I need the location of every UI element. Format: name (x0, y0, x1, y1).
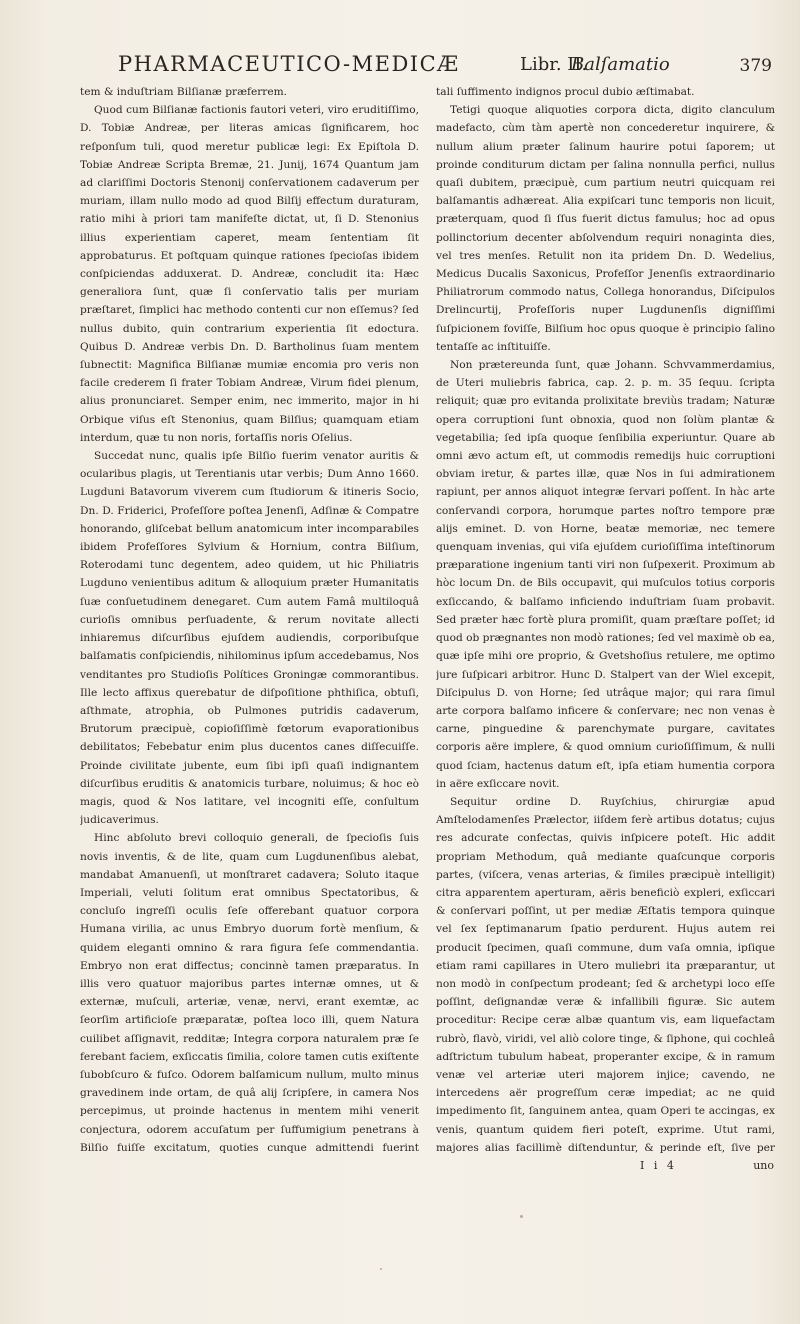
book-number: Libr. II. (520, 54, 588, 75)
page-number: 379 (739, 56, 772, 76)
paper-speck (520, 1215, 523, 1218)
section-title: Balſamatio (571, 54, 670, 75)
paragraph: Quod cum Bilſianæ factionis fautori veteri, viro eruditiſſimo, D. Tobiæ Andreæ, per literas amicas ſignificarem, hoc reſponſum tuli, quod meretur publicæ legi: Ex Epiſtola D. Tobiæ Andreæ Scripta Bremæ, 21. Junij, 1674 Quantum jam ad clariſſimi Doctoris Stenonij conſervationem cadaverum per muriam, illam nullo modo ad quod Bilſij effectum duraturam, ratio mihi à priori tam manifeſte dictat, ut, ſi D. Stenonius illius experientiam caperet, meam ſententiam ſit approbaturus. Et poſtquam quinque rationes ſpecioſas ibidem conſpiciendas adduxerat. D. Andreæ, concludit ita: Hæc generaliora ſunt, quæ ſi conſervatio talis per muriam præſtaret, ſimplici hac methodo contenti cur non eſſemus? ſed nullus dubito, quin contrarium experientia ſit edoctura. Quibus D. Andreæ verbis Dn. D. Bartholinus ſuam mentem ſubnectit: Magnifica Bilſianæ mumiæ encomia pro veris non facile crederem ſi frater Tobiam Andreæ, Virum fidei plenum, alius pronunciaret. Semper enim, nec immerito, major in hi Orbique viſus eſt Stenonius, quam Bilſius; quamquam etiam interdum, quæ tu non noris, fortaſſis noris Oſelius. (80, 104, 419, 444)
catchword: uno (753, 1159, 774, 1172)
paragraph: tali ſuffimento indignos procul dubio æſtimabat. (436, 86, 695, 98)
paragraph: tem & induſtriam Bilſianæ præferrem. (80, 86, 288, 98)
paragraph: Non prætereunda ſunt, quæ Johann. Schvvammerdamius, de Uteri muliebris fabrica, cap. 2. p. m. 35 ſequu. ſcripta reliquit; quæ pro evitanda prolixitate breviùs tradam; Naturæ opera corruptioni ſunt obnoxia, quod non ſolùm plantæ & vegetabilia; ſed ipſa quoque ſenſibilia experiuntur. Quare ab omni ævo actum eſt, ut commodis remedijs huic corruptioni obviam iretur, & partes illæ, quæ Nos in ſui admirationem rapiunt, per annos aliquot integræ ſervari poſſent. In hàc arte conſervandi corpora, horumque partes noſtro tempore præ alijs eminet. D. von Horne, beatæ memoriæ, nec temere quenquam invenias, qui viſa ejuſdem curioſiſſima inteſtinorum præparatione ingenium tanti viri non ſuſpexerit. Proximum ab hòc locum Dn. de Bils occupavit, qui muſculos totius corporis exſiccando, & balſamo inficiendo induſtriam ſuam probavit. Sed præter hæc fortè plura promiſit, quam præſtare poſſet; id quod ob prægnantes non modò rationes; ſed vel maximè ob ea, quæ ipſe mihi ore proprio, & Gvetshoſius retulere, me optimo jure ſuſpicari arbitror. Hunc D. Stalpert van der Wiel excepit, Diſcipulus D. von Horne; ſed utrâque major; qui rara ſimul arte corpora balſamo inficere & conſervare; nec non venas è carne, pinguedine & parenchymate purgare, cavitates corporis aëre implere, & quod omnium curioſiſſimum, & nulli quod ſciam, hactenus datum eſt, ipſa etiam humentia corpora in aëre exſiccare novit. (436, 359, 775, 790)
paragraph: Tetigi quoque aliquoties corpora dicta, digito clanculum madefacto, cùm tàm apertè non concederetur inquirere, & nullum alium præter ſalinum haurire potui ſaporem; ut proinde conditurum dictam per ſalina nonnulla perfici, nullus quaſi dubitem, præcipuè, cum partium neutri quicquam rei balſamantis adhæreat. Alia expiſcari tunc temporis non licuit, præterquam, quod ſi ſſus fuerit dictus famulus; hoc ad opus pollinctorium decenter abſolvendum requiri nonaginta dies, vel tres menſes. Retulit non ita pridem Dn. D. Wedelius, Medicus Ducalis Saxonicus, Profeſſor Jenenſis extraordinario Philiatrorum commodo natus, Collega honorandus, Diſcipulos Drelincurtij, Profeſſoris nuper Lugdunenſis digniſſimi ſuſpicionem foviſſe, Bilſium hoc opus quoque è principio ſalino tentaſſe ac inſtituiſſe. (436, 104, 775, 353)
paragraph: Succedat nunc, qualis ipſe Bilſio fuerim venator auritis & ocularibus plagis, ut Terentianis utar verbis; Dum Anno 1660. Lugduni Batavorum viverem cum ſtudiorum & itineris Socio, Dn. D. Friderici, Profeſſore poſtea Jenenſi, Adſinæ & Compatre honorando, gliſcebat bellum anatomicum inter incomparabiles ibidem Profeſſores Sylvium & Hornium, contra Bilſium, Roterodami tunc degentem, adeo quidem, ut hic Philiatris Lugduno venientibus aditum & alloquium præter Humanitatis ſuæ conſuetudinem denegaret. Cum autem Famâ multiloquâ curioſis omnibus perſuadente, & rerum novitate allecti inhiaremus diſcurſibus ejuſdem audiendis, corporibuſque balſamatis conſpiciendis, nihilominus ipſum accedebamus, Nos venditantes pro Studioſis Polítices Groningæ commorantibus. Ille lecto affixus querebatur de diſpoſitione phthiſica, obtuſi, aſthmate, atrophia, ob Pulmones putridis cadaverum, Brutorum præcipuè, copioſiſſimè fœtorum evaporationibus debilitatos; Febebatur enim plus ducentos canes diſſecuiſſe. Proinde civilitate jubente, eum ſibi ipſi quaſi indignantem diſcurſibus eruditis & anatomicis turbare, noluimus; & hoc eò magis, quod & Nos latitare, vel incogniti eſſe, conſultum judicaverimus. (80, 450, 419, 827)
left-column (80, 83, 419, 1158)
signature-mark: I i 4 (640, 1159, 677, 1172)
right-column (436, 83, 775, 1158)
paper-speck (380, 1268, 382, 1270)
running-title: PHARMACEUTICO-MEDICÆ (118, 52, 460, 76)
running-header (78, 52, 778, 82)
paragraph: Sequitur ordine D. Ruyſchius, chirurgiæ apud Amſtelodamenſes Prælector, iiſdem ferè artibus dotatus; cujus res adcurate confectas, quivis inſpicere poteſt. Hic addit propriam Methodum, quâ mediante quaſcunque corporis partes, (viſcera, venas arterias, & ſimiles præcipuè intelligit) citra apparentem aperturam, aëris beneficiò expleri, exſiccari & conſervari poſſint, ut per mediæ Æſtatis tempora quinque vel ſex ſeptimanarum ſpatio perdurent. Hujus autem rei producit ſpecimen, quaſi commune, dum vaſa omnia, ipſique etiam rami capillares in Utero muliebri ita præparantur, ut non modò in conſpectum prodeant; ſed & archetypi loco eſſe poſſint, deſignandæ veræ & infallibili figuræ. Sic autem proceditur: Recipe ceræ albæ quantum vis, eam liquefactam rubrò, flavò, viridi, vel aliò colore tinge, & ſiphone, qui cochleâ adſtrictum tubulum habeat, properanter excipe, & in ramum venæ vel arteriæ uteri majorem injice; cavendo, ne intercedens aër progreſſum ceræ impediat; ac ne quid impedimento ſit, ſanguinem antea, quam Operi te accingas, ex venis, quantum quidem fieri poteſt, exprime. Utut rami, majores alias facillimè diſtenduntur, & perinde eſt, ſive per (436, 795, 775, 1154)
paragraph: Hinc abſoluto brevi colloquio generali, de ſpecioſis ſuis novis inventis, & de lite, quam cum Lugdunenſibus alebat, mandabat Amanuenſi, ut monſtraret cadavera; Soluto itaque Imperiali, veluti ſolitum erat omnibus Spectatoribus, & concluſo ingreſſi oculis ſeſe offerebant quatuor corpora Humana virilia, ac unus Embryo duorum fortè menſium, & quidem eleganti omnino & rara figura ſeſe commendantia. Embryo non erat diffectus; concinnè tamen præparatus. In illis vero quatuor majoribus partes internæ omnes, ut & externæ, muſculi, arteriæ, venæ, nervi, erant exemtæ, ac ſeorſim artificioſe præparatæ, poſtea loco illi, quem Natura cuilibet aſſignavit, redditæ; Integra corpora naturalem præ ſe ferebant faciem, exſiccatis ſimilia, colore tamen cutis exiſtente ſubobſcuro & fuſco. Odorem balſamicum nullum, multo minus gravedinem inde ortam, de quâ alij ſcripſere, in camera Nos percepimus, ut proinde hactenus in mentem mihi venerit conjectura, odorem accuſatum per ſuffumigium penetrans à Bilſio fuiſſe excitatum, quoties cunque admittendi fuerint (80, 832, 419, 1154)
